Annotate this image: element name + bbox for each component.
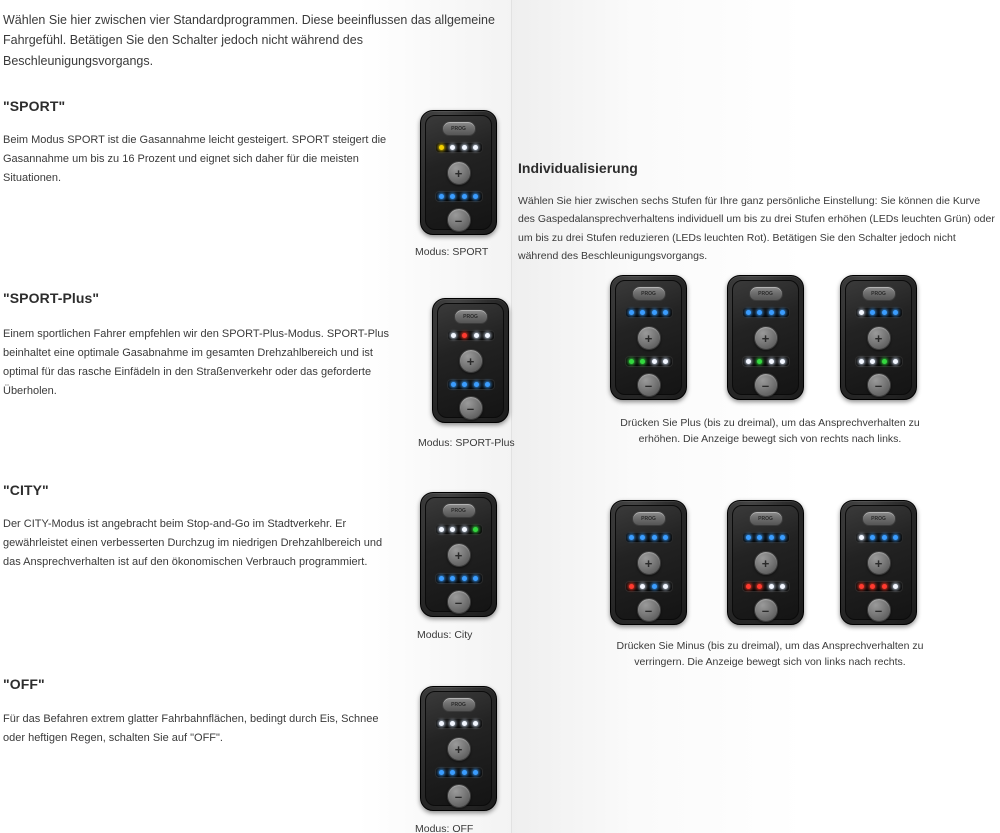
mode-title-sport: "SPORT" <box>3 98 66 114</box>
led <box>652 584 657 589</box>
led <box>473 527 478 532</box>
led <box>462 333 467 338</box>
led-bar-top-off <box>435 718 483 729</box>
led-bar-top-minus-3 <box>855 532 903 543</box>
prog-button-plus-1[interactable]: PROG <box>632 286 666 301</box>
led <box>757 359 762 364</box>
plus-button-minus-1[interactable]: + <box>637 551 661 575</box>
led-bar-bottom-off <box>435 767 483 778</box>
led <box>462 145 467 150</box>
led <box>473 194 478 199</box>
led <box>462 770 467 775</box>
intro-paragraph: Wählen Sie hier zwischen vier Standardprogrammen. Diese beeinflussen das allgemeine Fahrgefühl. Betätigen Sie den Schalter jedoch nicht während des Beschleunigungsvorgangs. <box>3 13 495 68</box>
led <box>769 359 774 364</box>
led <box>450 145 455 150</box>
led <box>859 310 864 315</box>
mode-title-sportplus: "SPORT-Plus" <box>3 290 100 306</box>
prog-button-minus-2[interactable]: PROG <box>749 511 783 526</box>
minus-button-plus-3[interactable]: – <box>867 373 891 397</box>
led-bar-top-plus-1 <box>625 307 673 318</box>
led <box>451 333 456 338</box>
led <box>746 584 751 589</box>
device-city[interactable] <box>420 492 497 617</box>
plus-button-plus-1[interactable]: + <box>637 326 661 350</box>
led <box>780 359 785 364</box>
led <box>882 535 887 540</box>
device-minus-1[interactable] <box>610 500 687 625</box>
caption-sportplus: Modus: SPORT-Plus <box>418 437 515 449</box>
led <box>474 382 479 387</box>
led <box>663 584 668 589</box>
prog-button-plus-3[interactable]: PROG <box>862 286 896 301</box>
led <box>439 770 444 775</box>
led <box>439 527 444 532</box>
individualization-title: Individualisierung <box>518 160 638 176</box>
led <box>746 535 751 540</box>
prog-button-minus-3[interactable]: PROG <box>862 511 896 526</box>
device-sport[interactable] <box>420 110 497 235</box>
led <box>629 584 634 589</box>
led <box>473 770 478 775</box>
led <box>652 535 657 540</box>
led <box>769 310 774 315</box>
prog-button-city[interactable]: PROG <box>442 503 476 518</box>
led-bar-bottom-minus-1 <box>625 581 673 592</box>
led <box>462 721 467 726</box>
led <box>451 382 456 387</box>
led <box>640 535 645 540</box>
minus-button-minus-1[interactable]: – <box>637 598 661 622</box>
led <box>473 576 478 581</box>
led <box>439 721 444 726</box>
device-body <box>425 691 492 806</box>
prog-button-plus-2[interactable]: PROG <box>749 286 783 301</box>
led-bar-bottom-minus-2 <box>742 581 790 592</box>
minus-button-plus-2[interactable]: – <box>754 373 778 397</box>
minus-button-off[interactable]: – <box>447 784 471 808</box>
minus-button-minus-3[interactable]: – <box>867 598 891 622</box>
led-bar-top-sportplus <box>447 330 495 341</box>
mode-title-off: "OFF" <box>3 676 45 692</box>
plus-button-city[interactable]: + <box>447 543 471 567</box>
caption-off: Modus: OFF <box>415 823 474 833</box>
led <box>462 527 467 532</box>
plus-button-sport[interactable]: + <box>447 161 471 185</box>
device-body <box>845 280 912 395</box>
led <box>485 382 490 387</box>
led <box>893 310 898 315</box>
led <box>439 194 444 199</box>
led <box>629 310 634 315</box>
led <box>757 584 762 589</box>
led-bar-bottom-sportplus <box>447 379 495 390</box>
device-off[interactable] <box>420 686 497 811</box>
column-divider <box>511 0 512 833</box>
led <box>462 194 467 199</box>
led <box>629 359 634 364</box>
led <box>485 333 490 338</box>
led <box>450 527 455 532</box>
device-body <box>845 505 912 620</box>
led <box>870 359 875 364</box>
prog-button-minus-1[interactable]: PROG <box>632 511 666 526</box>
led <box>746 310 751 315</box>
led <box>462 382 467 387</box>
led <box>439 145 444 150</box>
caption-sport: Modus: SPORT <box>415 246 489 258</box>
led <box>629 535 634 540</box>
prog-button-sport[interactable]: PROG <box>442 121 476 136</box>
led-bar-bottom-sport <box>435 191 483 202</box>
minus-button-plus-1[interactable]: – <box>637 373 661 397</box>
plus-button-plus-3[interactable]: + <box>867 326 891 350</box>
led <box>473 145 478 150</box>
device-minus-2[interactable] <box>727 500 804 625</box>
led-bar-bottom-plus-2 <box>742 356 790 367</box>
led <box>652 359 657 364</box>
minus-button-minus-2[interactable]: – <box>754 598 778 622</box>
prog-button-sportplus[interactable]: PROG <box>454 309 488 324</box>
led <box>652 310 657 315</box>
device-plus-1[interactable] <box>610 275 687 400</box>
led <box>746 359 751 364</box>
led <box>663 310 668 315</box>
led-bar-bottom-plus-1 <box>625 356 673 367</box>
device-body <box>732 505 799 620</box>
minus-button-sport[interactable]: – <box>447 208 471 232</box>
led-bar-bottom-plus-3 <box>855 356 903 367</box>
device-plus-2[interactable] <box>727 275 804 400</box>
led <box>893 535 898 540</box>
led <box>450 576 455 581</box>
led <box>893 359 898 364</box>
led <box>450 721 455 726</box>
mode-body-off: Für das Befahren extrem glatter Fahrbahnflächen, bedingt durch Eis, Schnee oder heftigen Regen, schalten Sie auf "OFF". <box>3 713 379 744</box>
caption-city: Modus: City <box>417 629 473 641</box>
led <box>769 584 774 589</box>
minus-button-sportplus[interactable]: – <box>459 396 483 420</box>
led <box>450 770 455 775</box>
led-bar-top-plus-3 <box>855 307 903 318</box>
led <box>474 333 479 338</box>
led <box>859 535 864 540</box>
led <box>870 310 875 315</box>
led-bar-top-plus-2 <box>742 307 790 318</box>
led <box>870 535 875 540</box>
prog-button-off[interactable]: PROG <box>442 697 476 712</box>
plus-button-minus-3[interactable]: + <box>867 551 891 575</box>
led <box>780 584 785 589</box>
led <box>757 535 762 540</box>
device-plus-3[interactable] <box>840 275 917 400</box>
led <box>640 359 645 364</box>
plus-button-off[interactable]: + <box>447 737 471 761</box>
led-bar-bottom-city <box>435 573 483 584</box>
led <box>663 359 668 364</box>
led <box>640 310 645 315</box>
led <box>450 194 455 199</box>
led <box>439 576 444 581</box>
mode-body-sport: Beim Modus SPORT ist die Gasannahme leicht gesteigert. SPORT steigert die Gasannahme um bis zu 16 Prozent und eignet sich daher für die meisten Situationen. <box>3 134 387 184</box>
device-minus-3[interactable] <box>840 500 917 625</box>
individualization-body: Wählen Sie hier zwischen sechs Stufen für Ihre ganz persönliche Einstellung: Sie können die Kurve des Gaspedalansprechverhaltens individuell um bis zu drei Stufen erhöhen (LEDs leuchten Grün) oder um bis zu drei Stufen reduzieren (LEDs leuchten Rot). Betätigen Sie den Schalter jedoch nicht während des Beschleunigungsvorgangs. <box>518 195 995 262</box>
led <box>769 535 774 540</box>
plus-button-sportplus[interactable]: + <box>459 349 483 373</box>
minus-instruction-caption: Drücken Sie Minus (bis zu dreimal), um das Ansprechverhalten zu verringern. Die Anzeige bewegt sich von links nach rechts. <box>616 640 924 669</box>
device-body <box>437 303 504 418</box>
led <box>859 359 864 364</box>
device-sportplus[interactable] <box>432 298 509 423</box>
device-body <box>425 497 492 612</box>
mode-title-city: "CITY" <box>3 482 49 498</box>
led <box>462 576 467 581</box>
device-body <box>615 280 682 395</box>
led <box>859 584 864 589</box>
device-body <box>615 505 682 620</box>
led-bar-top-sport <box>435 142 483 153</box>
device-body <box>732 280 799 395</box>
minus-button-city[interactable]: – <box>447 590 471 614</box>
led <box>663 535 668 540</box>
led <box>882 310 887 315</box>
plus-button-plus-2[interactable]: + <box>754 326 778 350</box>
plus-button-minus-2[interactable]: + <box>754 551 778 575</box>
led <box>780 535 785 540</box>
led-bar-bottom-minus-3 <box>855 581 903 592</box>
led-bar-top-minus-1 <box>625 532 673 543</box>
plus-instruction-caption: Drücken Sie Plus (bis zu dreimal), um das Ansprechverhalten zu erhöhen. Die Anzeige bewegt sich von rechts nach links. <box>620 417 920 446</box>
device-body <box>425 115 492 230</box>
led <box>882 584 887 589</box>
mode-body-sportplus: Einem sportlichen Fahrer empfehlen wir den SPORT-Plus-Modus. SPORT-Plus beinhaltet eine optimale Gasabnahme im gesamten Drehzahlbereich und ist optimal für das rasche Einfädeln in den Straßenverkehr oder das geforderte Überholen. <box>3 328 389 397</box>
led <box>473 721 478 726</box>
led <box>757 310 762 315</box>
led-bar-top-city <box>435 524 483 535</box>
led <box>870 584 875 589</box>
led <box>780 310 785 315</box>
led <box>893 584 898 589</box>
led <box>640 584 645 589</box>
led-bar-top-minus-2 <box>742 532 790 543</box>
mode-body-city: Der CITY-Modus ist angebracht beim Stop-and-Go im Stadtverkehr. Er gewährleistet einen verbesserten Durchzug im niedrigen Drehzahlbereich und das Ansprechverhalten ist auf den ökonomischen Verbrauch programmiert. <box>3 518 383 568</box>
led <box>882 359 887 364</box>
